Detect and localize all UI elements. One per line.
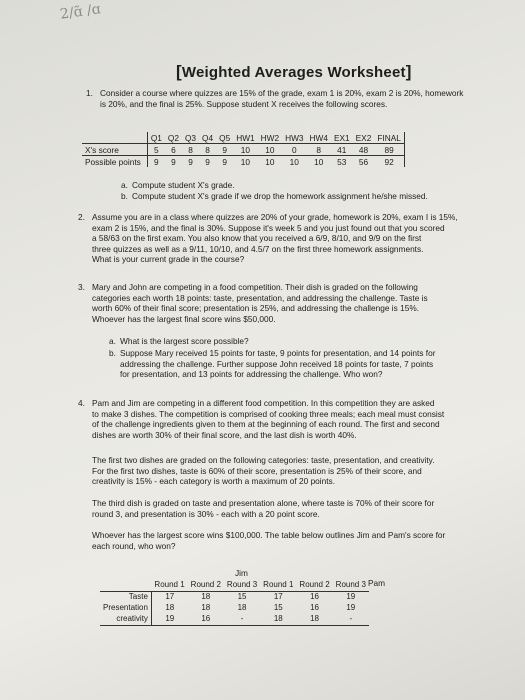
jim-label: Jim (235, 568, 248, 578)
table-row: Possible points 9 9 9 9 9 10 10 10 10 53 56 92 (82, 156, 404, 168)
question-number: 4. (78, 398, 85, 408)
question-1b: b. Compute student X's grade if we drop the homework assignment he/she missed. (121, 191, 428, 201)
table-row: X's score 5 6 8 8 9 10 10 0 8 41 48 89 (82, 144, 404, 156)
jim-pam-scores-table (100, 580, 369, 626)
question-3: 3. Mary and John are competing in a food competition. Their dish is graded on the following categories each worth 18 points: taste, presentation, and addressing the challenge. Taste is worth 60% of their final score; presentation is 25%, and addressing the challenge is 15%. Whoever has the largest final score wins $50,000. (78, 282, 428, 324)
student-x-scores-table (82, 132, 405, 167)
worksheet-title: [Weighted Averages Worksheet] (176, 62, 412, 81)
handwritten-scribble: 2/ɑ̃ /ɑ (59, 1, 102, 23)
question-4-paragraph-3: The third dish is graded on taste and presentation alone, where taste is 70% of their score for round 3, and presentation is 30% - each with a 20 point score. (92, 498, 435, 519)
question-3b: b. Suppose Mary received 15 points for taste, 9 points for presentation, and 14 points for addressing the challenge. Further suppose John received 18 points for taste, 7 points for presentation, and 13 points for addressing the challenge. Who won? (109, 348, 436, 380)
question-number: 2. (78, 212, 85, 222)
question-4-paragraph-4: Whoever has the largest score wins $100,000. The table below outlines Jim and Pam's score for each round, who won? (92, 530, 446, 551)
question-2: 2. Assume you are in a class where quizzes are 20% of your grade, homework is 20%, exam I is 15%, exam 2 is 15%, and the final is 30%. Suppose it's week 5 and you just found out that you scored a 58/63 on the first exam. You also know that you received a 6/9, 8/10, and 9/9 on the first three quizzes as well as a 9/11, 10/10, and 4.5/7 on the first three homework assignments. What is your current grade in the course? (78, 212, 458, 265)
question-1a: a. Compute student X's grade. (121, 180, 235, 190)
table-row: Taste 17 18 15 17 16 19 (100, 592, 369, 604)
pam-label: Pam (368, 578, 386, 588)
table-header-row: Round 1 Round 2 Round 3 Round 1 Round 2 Round 3 (100, 580, 369, 592)
table-row: Presentation 18 18 18 15 16 19 (100, 603, 369, 614)
table-row: creativity 19 16 - 18 18 - (100, 614, 369, 626)
question-4-paragraph-2: The first two dishes are graded on the following categories: taste, presentation, and creativity. For the first two dishes, taste is 60% of their score, presentation is 25% of their score, and creativity is 15% - each category is worth a maximum of 20 points. (92, 455, 435, 487)
question-3a: a. What is the largest score possible? (109, 336, 249, 346)
table-header-row: Q1 Q2 Q3 Q4 Q5 HW1 HW2 HW3 HW4 EX1 EX2 FINAL (82, 132, 404, 144)
question-number: 1. (86, 88, 93, 98)
question-1: 1. Consider a course where quizzes are 15% of the grade, exam 1 is 20%, exam 2 is 20%, homework is 20%, and the final is 25%. Suppose student X receives the following scores. (86, 88, 464, 109)
question-4: 4. Pam and Jim are competing in a different food competition. In this competition they are asked to make 3 dishes. The competition is comprised of cooking three meals; each meal must consist of the challenge ingredients given to them at the beginning of each round. The first and second dishes are worth 30% of their final score, and the last dish is worth 40%. (78, 398, 445, 440)
question-number: 3. (78, 282, 85, 292)
